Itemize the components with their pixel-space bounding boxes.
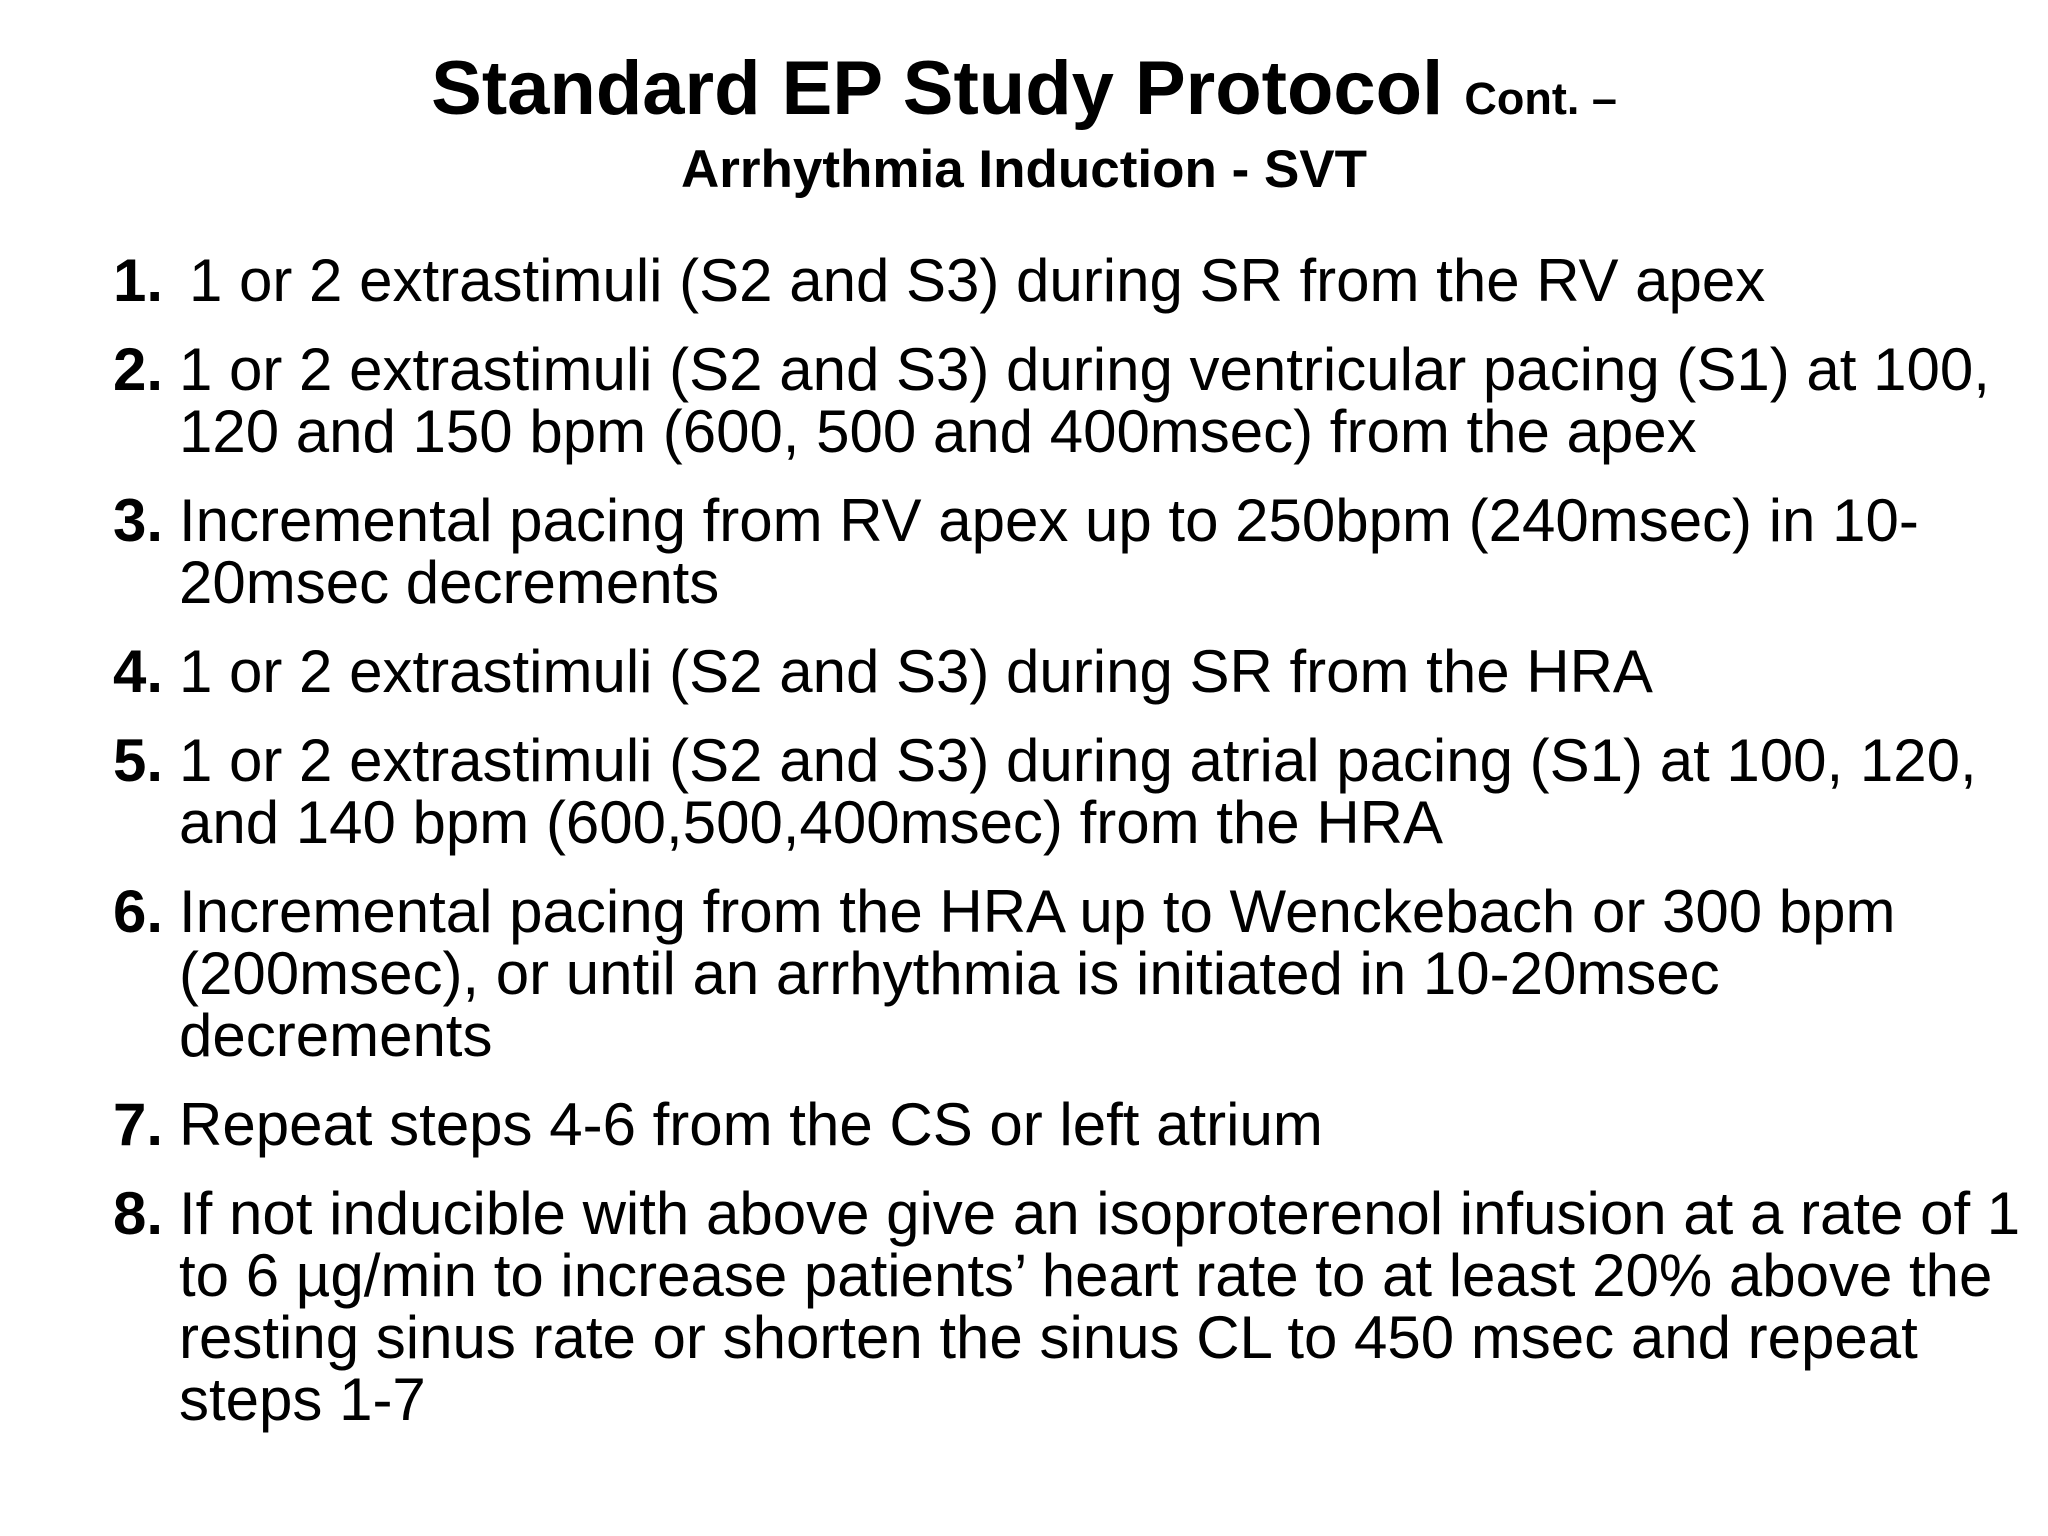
step-number: 5. xyxy=(113,727,164,794)
step-item xyxy=(113,336,2033,465)
step-text: 1 or 2 extrastimuli (S2 and S3) during SR from the HRA xyxy=(179,638,1653,705)
slide-title: Standard EP Study Protocol xyxy=(431,46,1444,131)
title-block xyxy=(0,44,2048,200)
step-number: 4. xyxy=(113,638,164,705)
step-text: 1 or 2 extrastimuli (S2 and S3) during SR from the RV apex xyxy=(189,247,1766,314)
slide-title-line xyxy=(0,44,2048,144)
step-item xyxy=(113,878,2033,1069)
step-text: Incremental pacing from the HRA up to Wenckebach or 300 bpm (200msec), or until an arrhythmia is initiated in 10-20msec decrements xyxy=(179,878,1896,1069)
step-number: 6. xyxy=(113,878,164,945)
step-number: 3. xyxy=(113,487,164,554)
step-number: 8. xyxy=(113,1180,164,1247)
step-item xyxy=(113,1091,2033,1158)
step-item xyxy=(113,638,2033,705)
slide-subtitle: Arrhythmia Induction - SVT xyxy=(680,140,1368,199)
step-item xyxy=(113,727,2033,856)
title-suffix: Cont. – xyxy=(1464,73,1617,124)
step-text: Repeat steps 4-6 from the CS or left atrium xyxy=(179,1091,1323,1158)
step-text: If not inducible with above give an isoproterenol infusion at a rate of 1 to 6 µg/min to increase patients’ heart rate to at least 20% above the resting sinus rate or shorten the sinus CL to 450 msec and repeat steps 1-7 xyxy=(179,1180,2021,1433)
step-number: 1. xyxy=(113,247,164,314)
step-text: Incremental pacing from RV apex up to 250bpm (240msec) in 10-20msec decrements xyxy=(179,487,1919,616)
step-text: 1 or 2 extrastimuli (S2 and S3) during atrial pacing (S1) at 100, 120, and 140 bpm (600,500,400msec) from the HRA xyxy=(179,727,1977,856)
step-number: 7. xyxy=(113,1091,164,1158)
step-list xyxy=(113,247,2033,1458)
step-number: 2. xyxy=(113,336,164,403)
step-item xyxy=(113,1180,2033,1433)
step-text: 1 or 2 extrastimuli (S2 and S3) during ventricular pacing (S1) at 100, 120 and 150 bpm (600, 500 and 400msec) from the apex xyxy=(179,336,1990,465)
step-item xyxy=(113,247,2033,314)
step-item xyxy=(113,487,2033,616)
